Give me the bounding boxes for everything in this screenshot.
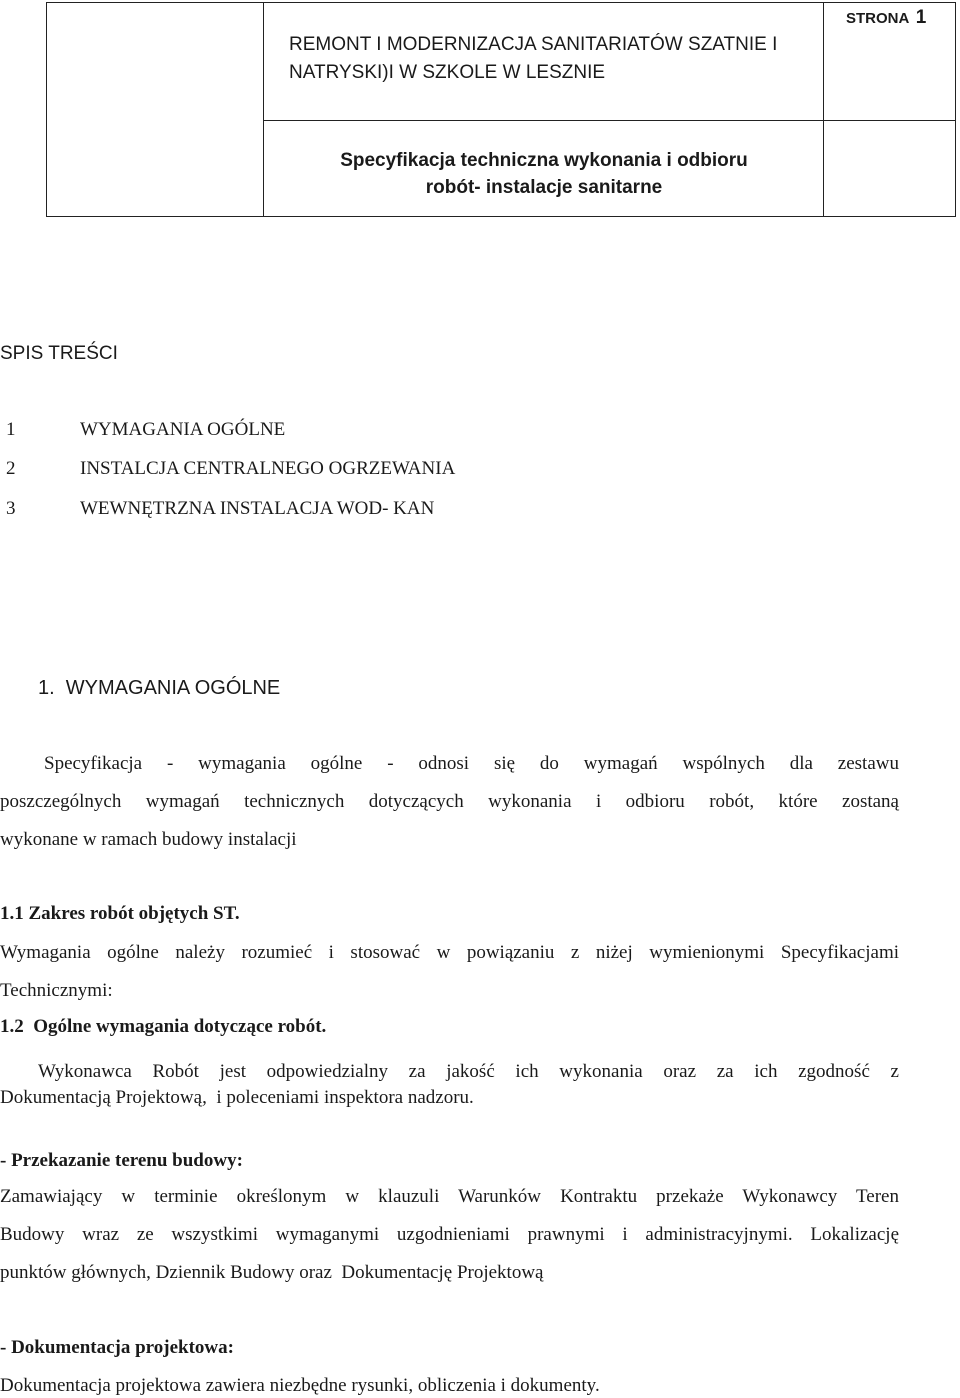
toc-heading: SPIS TREŚCI <box>0 343 118 364</box>
subsection-1-1-line-1: Wymagania ogólne należy rozumieć i stosować w powiązaniu z niżej wymienionymi Specyfikacjami <box>0 942 899 963</box>
page-indicator <box>846 7 926 29</box>
project-documentation-heading: - Dokumentacja projektowa: <box>0 1337 234 1358</box>
project-title <box>289 31 777 87</box>
project-title-line1: REMONT I MODERNIZACJA SANITARIATÓW SZATNIE I <box>289 34 778 55</box>
toc-item-2[interactable] <box>6 458 456 480</box>
site-handover-line-3: punktów głównych, Dziennik Budowy oraz Dokumentację Projektową <box>0 1262 544 1283</box>
toc-item-3[interactable] <box>6 498 435 520</box>
section-heading: 1. WYMAGANIA OGÓLNE <box>38 677 281 699</box>
toc-item-number: 1 <box>6 419 16 440</box>
header-divider-horizontal <box>263 120 955 121</box>
intro-line-3: wykonane w ramach budowy instalacji <box>0 829 297 850</box>
spec-title-line1: Specyfikacja techniczna wykonania i odbioru <box>340 150 748 171</box>
site-handover-heading: - Przekazanie terenu budowy: <box>0 1150 243 1171</box>
toc-item-label: WEWNĘTRZNA INSTALACJA WOD- KAN <box>80 498 435 519</box>
toc-item-label: WYMAGANIA OGÓLNE <box>80 419 286 440</box>
toc-item-number: 2 <box>6 458 16 479</box>
toc-item-1[interactable] <box>6 419 286 441</box>
spec-title-line2: robót- instalacje sanitarne <box>425 177 663 198</box>
toc-item-label: INSTALCJA CENTRALNEGO OGRZEWANIA <box>80 458 456 479</box>
toc-item-number: 3 <box>6 498 16 519</box>
site-handover-line-2: Budowy wraz ze wszystkimi wymaganymi uzgodnieniami prawnymi i administracyjnymi. Lokalizację <box>0 1224 899 1245</box>
intro-line-1: Specyfikacja - wymagania ogólne - odnosi się do wymagań wspólnych dla zestawu <box>44 753 899 774</box>
project-documentation-line-1: Dokumentacja projektowa zawiera niezbędne rysunki, obliczenia i dokumenty. <box>0 1375 600 1396</box>
subsection-1-2-heading: 1.2 Ogólne wymagania dotyczące robót. <box>0 1016 327 1037</box>
subsection-1-1-heading: 1.1 Zakres robót objętych ST. <box>0 903 240 924</box>
site-handover-line-1: Zamawiający w terminie określonym w klauzuli Warunków Kontraktu przekaże Wykonawcy Teren <box>0 1186 899 1207</box>
page-label: STRONA <box>846 10 910 27</box>
intro-line-2: poszczególnych wymagań technicznych dotyczących wykonania i odbioru robót, które zostaną <box>0 791 899 812</box>
subsection-1-2-line-2: Dokumentacją Projektową, i poleceniami inspektora nadzoru. <box>0 1087 474 1108</box>
project-title-line2: NATRYSKI)I W SZKOLE W LESZNIE <box>289 62 606 83</box>
spec-title <box>264 147 824 201</box>
subsection-1-2-line-1: Wykonawca Robót jest odpowiedzialny za jakość ich wykonania oraz za ich zgodność z <box>38 1061 899 1082</box>
page-number: 1 <box>915 7 927 28</box>
subsection-1-1-line-2: Technicznymi: <box>0 980 113 1001</box>
